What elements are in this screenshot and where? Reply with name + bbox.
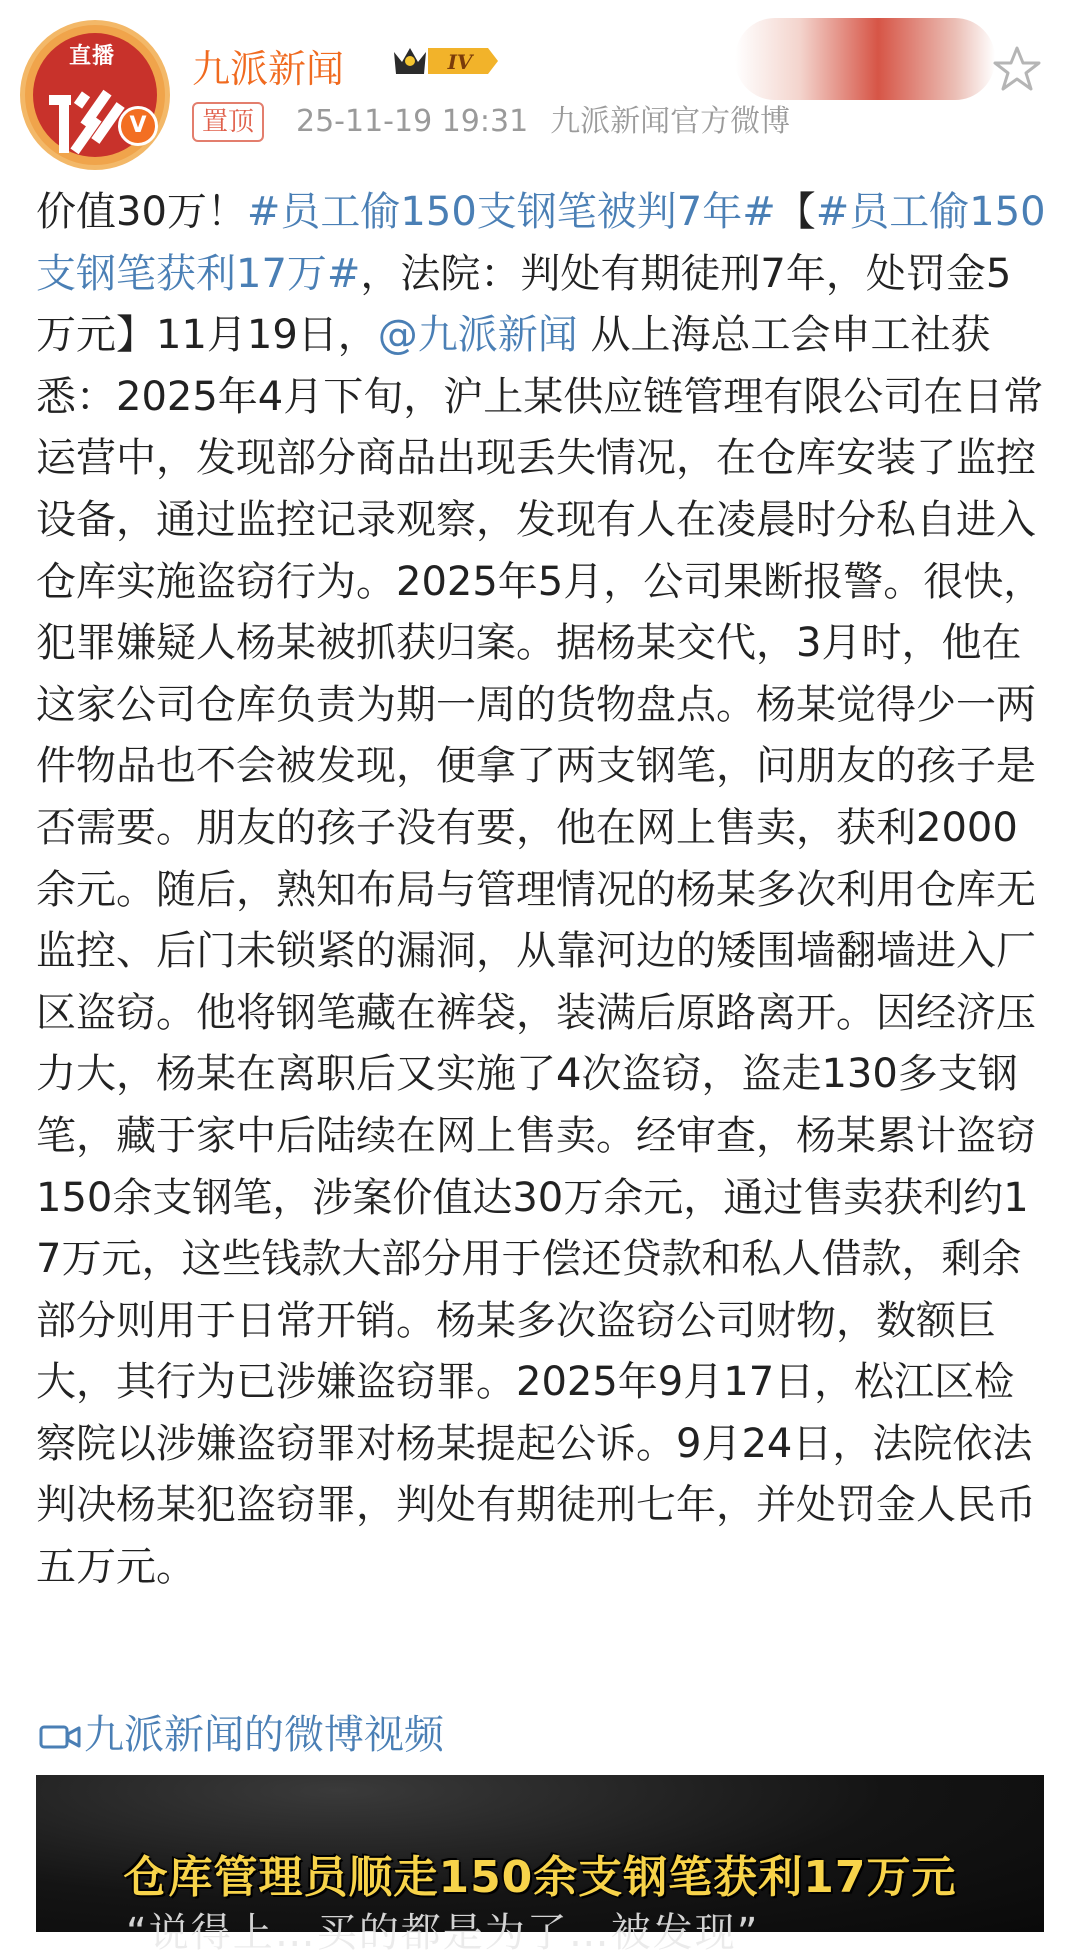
post-text-lead: 价值30万！ — [36, 189, 247, 235]
level-text: IV — [447, 50, 473, 74]
hashtag-link-2[interactable]: #员工偷150支钢笔获利17万# — [36, 189, 1046, 297]
logo-mark-icon — [47, 87, 127, 157]
video-thumbnail[interactable] — [36, 1775, 1044, 1956]
video-camera-icon — [38, 1720, 82, 1754]
post-header — [0, 0, 1080, 170]
crown-level-badge-icon[interactable] — [388, 42, 500, 80]
video-caption: 仓库管理员顺走150余支钢笔获利17万元 — [123, 1852, 957, 1903]
video-link[interactable] — [38, 1704, 444, 1766]
post-text-bracket: 【 — [775, 189, 816, 235]
hashtag-link[interactable]: #员工偷150支钢笔被判7年# — [246, 189, 776, 235]
live-label: 直播 — [69, 44, 116, 69]
mention-link[interactable]: @九派新闻 — [377, 312, 578, 359]
avatar[interactable] — [20, 20, 170, 170]
pinned-tag: 置顶 — [192, 102, 264, 142]
header-decor-banner — [735, 18, 995, 100]
verified-badge-icon: V — [118, 106, 158, 146]
post-timestamp: 25-11-19 19:31 — [296, 104, 529, 139]
star-icon[interactable] — [992, 44, 1042, 94]
post-source: 九派新闻官方微博 — [550, 104, 791, 139]
video-link-label: 九派新闻的微博视频 — [84, 1712, 444, 1758]
post-text-body: 从上海总工会申工社获悉：2025年4月下旬，沪上某供应链管理有限公司在日常运营中，发现部分商品出现丢失情况，在仓库安装了监控设备，通过监控记录观察，发现有人在凌晨时分私自进入仓库实施盗窃行为。2025年5月，公司果断报警。很快，犯罪嫌疑人杨某被抓获归案。据杨某交代，3月时，他在这家公司仓库负责为期一周的货物盘点。杨某觉得少一两件物品也不会被发现，便拿了两支钢笔，问朋友的孩子是否需要。朋友的孩子没有要，他在网上售卖，获利2000余元。随后，熟知布局与管理情况的杨某多次利用仓库无监控、后门未锁紧的漏洞，从靠河边的矮围墙翻墙进入厂区盗窃。他将钢笔藏在裤袋，装满后原路离开。因经济压力大，杨某在离职后又实施了4次盗窃，盗走130多支钢笔，藏于家中后陆续在网上售卖。经审查，杨某累计盗窃150余支钢笔，涉案价值达30万余元，通过售卖获利约17万元，这些钱款大部分用于偿还贷款和私人借款，剩余部分则用于日常开销。杨某多次盗窃公司财物，数额巨大，其行为已涉嫌盗窃罪。2025年9月17日，松江区检察院以涉嫌盗窃罪对杨某提起公诉。9月24日，法院依法判决杨某犯盗窃罪，判处有期徒刑七年，并处罚金人民币五万元。 — [36, 312, 1044, 1591]
post-meta — [296, 102, 790, 142]
video-caption-partial: “说得上…买的都是为了…被发现” — [126, 1910, 760, 1956]
username[interactable]: 九派新闻 — [192, 47, 345, 91]
post-text — [36, 182, 1046, 1599]
post-text-headline: ，法院：判处有期徒刑7年，处罚金5万元】11月19日， — [36, 250, 1012, 359]
